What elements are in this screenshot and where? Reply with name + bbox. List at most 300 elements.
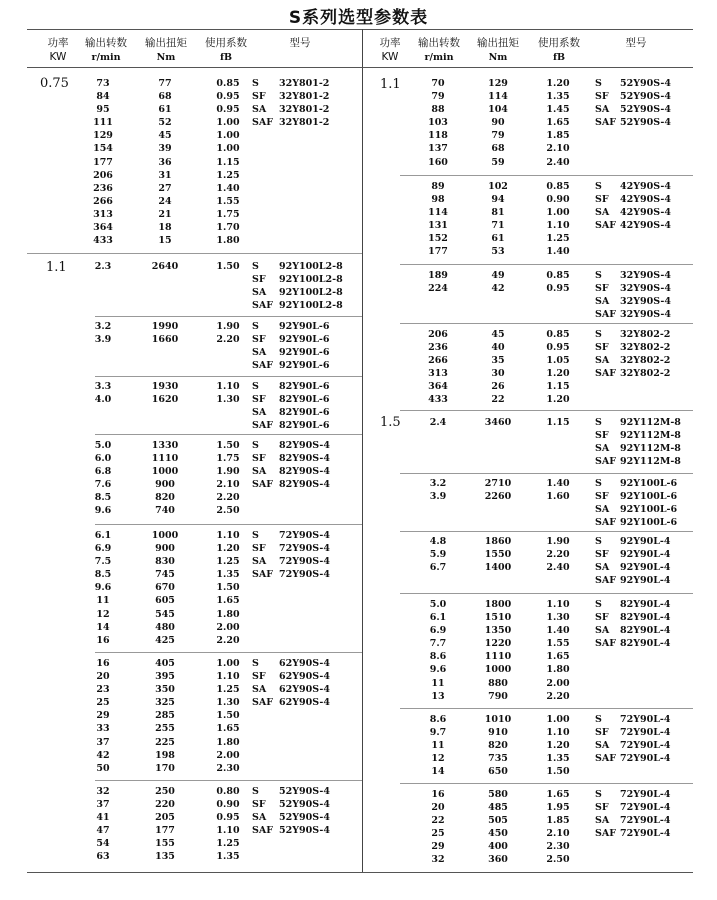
kw-label: 0.75 xyxy=(40,76,69,91)
factor-cell: 0.80 xyxy=(216,786,240,797)
factor-column xyxy=(204,785,252,864)
header-speed-unit: r/min xyxy=(91,52,121,63)
speed-cell: 5.0 xyxy=(94,440,112,451)
speed-cell: 37 xyxy=(96,736,110,748)
factor-cell: 1.00 xyxy=(216,117,240,129)
table-bottom-rule xyxy=(27,872,693,873)
factor-cell: 1.95 xyxy=(546,802,570,814)
model-code-cell: 42Y90S-4 xyxy=(620,220,671,232)
torque-cell: 155 xyxy=(155,838,175,850)
torque-cell: 1930 xyxy=(151,381,179,392)
torque-cell: 94 xyxy=(491,194,505,206)
speed-cell: 103 xyxy=(428,117,448,129)
group-separator xyxy=(95,434,362,435)
factor-cell: 2.30 xyxy=(216,762,240,774)
torque-column xyxy=(135,785,195,864)
model-type-cell: S xyxy=(595,329,602,340)
model-code-column xyxy=(620,535,700,587)
factor-cell: 1.65 xyxy=(216,595,240,607)
model-type-cell: S xyxy=(595,181,602,192)
speed-cell: 98 xyxy=(431,194,445,206)
torque-cell: 71 xyxy=(491,220,505,232)
model-code-cell: 52Y90S-4 xyxy=(620,117,671,129)
model-code-cell: 92Y100L-6 xyxy=(620,517,678,529)
model-code-cell: 72Y90L-4 xyxy=(620,815,671,827)
torque-cell: 2710 xyxy=(484,478,512,489)
model-code-cell: 52Y90S-4 xyxy=(279,812,330,824)
speed-column xyxy=(405,269,471,295)
factor-cell: 1.15 xyxy=(546,381,570,393)
model-type-cell: S xyxy=(252,658,259,669)
model-type-column xyxy=(595,269,623,321)
model-code-cell: 82Y90L-4 xyxy=(620,612,671,624)
speed-cell: 29 xyxy=(96,710,110,722)
model-code-cell: 92Y90L-6 xyxy=(279,321,330,332)
factor-cell: 0.85 xyxy=(216,78,240,89)
factor-cell: 1.10 xyxy=(216,381,240,392)
model-code-column xyxy=(620,269,700,321)
model-code-column xyxy=(279,260,359,312)
factor-column xyxy=(204,529,252,647)
torque-column xyxy=(468,713,528,778)
factor-cell: 2.40 xyxy=(546,156,570,168)
factor-cell: 1.15 xyxy=(216,156,240,168)
torque-cell: 425 xyxy=(155,634,175,646)
speed-cell: 32 xyxy=(96,786,110,797)
table-top-rule xyxy=(27,29,693,30)
model-type-cell: S xyxy=(252,321,259,332)
torque-column xyxy=(468,788,528,867)
torque-cell: 21 xyxy=(158,208,172,220)
model-type-cell: SF xyxy=(252,334,266,346)
model-type-cell: S xyxy=(595,714,602,725)
factor-cell: 1.20 xyxy=(546,368,570,380)
header-torque-unit: Nm xyxy=(488,52,508,63)
model-type-cell: SA xyxy=(252,556,267,568)
model-type-cell: SAF xyxy=(595,517,616,529)
model-code-cell: 72Y90L-4 xyxy=(620,828,671,840)
factor-cell: 1.25 xyxy=(216,838,240,850)
model-type-cell: S xyxy=(252,381,259,392)
torque-cell: 2260 xyxy=(484,491,512,503)
torque-cell: 910 xyxy=(488,727,508,739)
factor-cell: 1.00 xyxy=(216,143,240,155)
factor-cell: 1.40 xyxy=(546,478,570,489)
torque-cell: 42 xyxy=(491,283,505,295)
factor-column xyxy=(534,598,582,703)
model-type-cell: SF xyxy=(252,91,266,103)
torque-cell: 3460 xyxy=(484,417,512,428)
factor-cell: 2.00 xyxy=(216,621,240,633)
model-code-cell: 92Y100L-6 xyxy=(620,491,678,503)
speed-cell: 131 xyxy=(428,220,448,232)
torque-cell: 68 xyxy=(158,91,172,103)
header-torque-unit: Nm xyxy=(156,52,176,63)
torque-cell: 24 xyxy=(158,195,172,207)
torque-cell: 505 xyxy=(488,815,508,827)
model-code-cell: 82Y90S-4 xyxy=(279,440,330,451)
torque-cell: 15 xyxy=(158,235,172,247)
model-type-cell: SAF xyxy=(252,697,273,709)
speed-column xyxy=(70,320,136,346)
speed-cell: 6.9 xyxy=(429,625,447,637)
model-code-cell: 62Y90S-4 xyxy=(279,684,330,696)
factor-cell: 1.55 xyxy=(546,638,570,650)
speed-cell: 8.5 xyxy=(94,569,112,581)
speed-cell: 16 xyxy=(431,789,445,800)
torque-cell: 1400 xyxy=(484,562,512,574)
torque-cell: 81 xyxy=(491,207,505,219)
model-code-column xyxy=(620,416,700,468)
model-type-cell: SF xyxy=(252,394,266,406)
torque-cell: 400 xyxy=(488,841,508,853)
model-code-cell: 32Y802-2 xyxy=(620,368,671,380)
model-code-cell: 32Y801-2 xyxy=(279,91,330,103)
speed-cell: 160 xyxy=(428,156,448,168)
model-type-cell: SAF xyxy=(595,828,616,840)
speed-cell: 4.8 xyxy=(429,536,447,547)
model-type-cell: SAF xyxy=(252,360,273,372)
model-code-column xyxy=(620,788,700,840)
model-type-cell: SF xyxy=(595,549,609,561)
factor-cell: 1.50 xyxy=(216,710,240,722)
factor-cell: 1.05 xyxy=(546,355,570,367)
model-type-cell: SAF xyxy=(252,300,273,312)
kw-label: 1.1 xyxy=(46,260,67,275)
model-type-cell: SA xyxy=(252,347,267,359)
model-code-cell: 42Y90S-4 xyxy=(620,207,671,219)
torque-cell: 177 xyxy=(155,825,175,837)
speed-cell: 206 xyxy=(428,329,448,340)
factor-cell: 0.90 xyxy=(546,194,570,206)
factor-cell: 1.60 xyxy=(546,491,570,503)
model-type-cell: SA xyxy=(252,466,267,478)
group-separator xyxy=(95,524,362,525)
factor-cell: 1.10 xyxy=(216,671,240,683)
model-code-cell: 92Y90L-4 xyxy=(620,549,671,561)
model-type-cell: S xyxy=(252,261,259,272)
model-code-cell: 52Y90S-4 xyxy=(620,91,671,103)
speed-cell: 63 xyxy=(96,851,110,863)
torque-cell: 670 xyxy=(155,582,175,594)
torque-cell: 104 xyxy=(488,104,508,116)
torque-cell: 745 xyxy=(155,569,175,581)
group-separator xyxy=(400,264,693,265)
speed-cell: 20 xyxy=(431,802,445,814)
factor-cell: 2.20 xyxy=(216,492,240,504)
model-type-cell: S xyxy=(595,417,602,428)
model-type-cell: SAF xyxy=(252,825,273,837)
factor-cell: 1.35 xyxy=(216,851,240,863)
speed-cell: 3.2 xyxy=(429,478,447,489)
torque-column xyxy=(135,320,195,346)
torque-column xyxy=(468,180,528,259)
speed-cell: 70 xyxy=(431,78,445,89)
model-type-column xyxy=(595,477,623,529)
model-code-cell: 32Y802-2 xyxy=(620,329,671,340)
torque-cell: 30 xyxy=(491,368,505,380)
model-code-cell: 72Y90L-4 xyxy=(620,802,671,814)
model-type-column xyxy=(595,416,623,468)
factor-cell: 0.85 xyxy=(546,181,570,192)
factor-cell: 1.90 xyxy=(216,321,240,332)
speed-cell: 7.5 xyxy=(94,556,112,568)
model-type-cell: SAF xyxy=(252,479,273,491)
model-type-column xyxy=(595,598,623,650)
speed-cell: 266 xyxy=(93,195,113,207)
factor-column xyxy=(534,77,582,169)
speed-cell: 114 xyxy=(428,207,448,219)
model-type-cell: SA xyxy=(595,207,610,219)
model-code-cell: 72Y90S-4 xyxy=(279,556,330,568)
speed-cell: 6.9 xyxy=(94,543,112,555)
factor-cell: 1.10 xyxy=(216,825,240,837)
model-code-column xyxy=(279,529,359,581)
factor-cell: 1.15 xyxy=(546,417,570,428)
speed-cell: 137 xyxy=(428,143,448,155)
factor-cell: 2.20 xyxy=(216,634,240,646)
speed-cell: 8.6 xyxy=(429,651,447,663)
model-code-cell: 92Y100L2-8 xyxy=(279,300,343,312)
speed-column xyxy=(405,477,471,503)
model-code-cell: 92Y100L2-8 xyxy=(279,261,343,272)
model-code-cell: 72Y90L-4 xyxy=(620,753,671,765)
speed-cell: 177 xyxy=(428,246,448,258)
torque-cell: 1800 xyxy=(484,599,512,610)
speed-cell: 154 xyxy=(93,143,113,155)
speed-cell: 42 xyxy=(96,749,110,761)
torque-cell: 198 xyxy=(155,749,175,761)
torque-cell: 325 xyxy=(155,697,175,709)
speed-cell: 2.4 xyxy=(429,417,447,428)
model-type-cell: SA xyxy=(595,504,610,516)
factor-cell: 1.10 xyxy=(216,530,240,541)
model-code-cell: 72Y90S-4 xyxy=(279,530,330,541)
torque-cell: 450 xyxy=(488,828,508,840)
speed-cell: 14 xyxy=(431,766,445,778)
factor-cell: 1.25 xyxy=(216,556,240,568)
model-code-column xyxy=(279,439,359,491)
torque-cell: 59 xyxy=(491,156,505,168)
torque-cell: 350 xyxy=(155,684,175,696)
torque-cell: 605 xyxy=(155,595,175,607)
model-code-cell: 52Y90S-4 xyxy=(620,78,671,89)
model-type-cell: SF xyxy=(595,342,609,354)
model-code-cell: 72Y90L-4 xyxy=(620,714,671,725)
model-code-cell: 32Y802-2 xyxy=(620,342,671,354)
speed-cell: 16 xyxy=(96,658,110,669)
torque-column xyxy=(135,260,195,273)
factor-cell: 1.90 xyxy=(546,536,570,547)
torque-cell: 18 xyxy=(158,222,172,234)
model-type-column xyxy=(252,529,280,581)
factor-column xyxy=(204,439,252,518)
kw-label: 1.5 xyxy=(380,415,401,430)
torque-column xyxy=(135,77,195,247)
torque-cell: 735 xyxy=(488,753,508,765)
speed-cell: 8.5 xyxy=(94,492,112,504)
speed-cell: 22 xyxy=(431,815,445,827)
model-type-cell: SA xyxy=(595,815,610,827)
speed-cell: 7.7 xyxy=(429,638,447,650)
model-code-cell: 92Y112M-8 xyxy=(620,456,681,468)
factor-cell: 0.95 xyxy=(216,812,240,824)
torque-cell: 1550 xyxy=(484,549,512,561)
speed-cell: 84 xyxy=(96,91,110,103)
factor-cell: 1.85 xyxy=(546,815,570,827)
speed-cell: 33 xyxy=(96,723,110,735)
model-type-cell: SF xyxy=(595,612,609,624)
factor-cell: 1.30 xyxy=(546,612,570,624)
model-code-cell: 82Y90L-6 xyxy=(279,381,330,392)
factor-cell: 1.00 xyxy=(216,130,240,142)
factor-cell: 1.80 xyxy=(546,664,570,676)
header-power: 功率 xyxy=(47,37,69,49)
model-code-cell: 82Y90L-4 xyxy=(620,599,671,610)
torque-cell: 485 xyxy=(488,802,508,814)
speed-column xyxy=(405,328,471,407)
model-code-cell: 32Y90S-4 xyxy=(620,283,671,295)
model-type-cell: SA xyxy=(595,104,610,116)
torque-cell: 225 xyxy=(155,736,175,748)
factor-cell: 0.95 xyxy=(216,91,240,103)
model-code-column xyxy=(620,77,700,129)
factor-cell: 1.30 xyxy=(216,394,240,406)
torque-cell: 36 xyxy=(158,156,172,168)
speed-cell: 433 xyxy=(93,235,113,247)
factor-cell: 1.65 xyxy=(546,789,570,800)
model-type-column xyxy=(252,380,280,432)
factor-cell: 2.20 xyxy=(546,549,570,561)
torque-cell: 580 xyxy=(488,789,508,800)
model-type-cell: S xyxy=(595,270,602,281)
model-code-cell: 42Y90S-4 xyxy=(620,194,671,206)
factor-column xyxy=(204,380,252,406)
model-type-cell: SA xyxy=(595,355,610,367)
factor-cell: 1.75 xyxy=(216,208,240,220)
model-code-column xyxy=(620,713,700,765)
model-type-cell: SF xyxy=(595,727,609,739)
model-type-cell: SA xyxy=(595,443,610,455)
header-power: 功率 xyxy=(379,37,401,49)
model-code-cell: 92Y100L-6 xyxy=(620,478,678,489)
factor-cell: 1.80 xyxy=(216,736,240,748)
speed-cell: 11 xyxy=(431,740,445,752)
torque-cell: 114 xyxy=(488,91,508,103)
speed-cell: 9.6 xyxy=(94,582,112,594)
model-code-column xyxy=(279,77,359,129)
torque-cell: 45 xyxy=(491,329,505,340)
factor-cell: 2.10 xyxy=(546,828,570,840)
torque-cell: 45 xyxy=(158,130,172,142)
torque-cell: 31 xyxy=(158,169,172,181)
model-code-cell: 32Y90S-4 xyxy=(620,270,671,281)
torque-column xyxy=(468,328,528,407)
model-code-cell: 32Y90S-4 xyxy=(620,309,671,321)
torque-cell: 1620 xyxy=(151,394,179,406)
factor-cell: 2.30 xyxy=(546,841,570,853)
model-code-cell: 92Y100L-6 xyxy=(620,504,678,516)
group-separator xyxy=(95,652,362,653)
factor-cell: 1.25 xyxy=(216,684,240,696)
model-type-column xyxy=(252,439,280,491)
torque-cell: 39 xyxy=(158,143,172,155)
torque-cell: 1220 xyxy=(484,638,512,650)
model-code-cell: 82Y90S-4 xyxy=(279,479,330,491)
header-torque: 输出扭矩 xyxy=(477,37,519,49)
speed-cell: 89 xyxy=(431,181,445,192)
speed-cell: 9.6 xyxy=(94,505,112,517)
factor-cell: 1.00 xyxy=(216,658,240,669)
torque-cell: 35 xyxy=(491,355,505,367)
factor-cell: 0.90 xyxy=(216,799,240,811)
factor-column xyxy=(534,416,582,429)
model-code-column xyxy=(279,380,359,432)
torque-cell: 2640 xyxy=(151,261,179,272)
torque-cell: 61 xyxy=(491,233,505,245)
model-code-cell: 82Y90L-6 xyxy=(279,394,330,406)
factor-cell: 1.10 xyxy=(546,727,570,739)
group-separator xyxy=(95,316,362,317)
speed-cell: 9.6 xyxy=(429,664,447,676)
header-power-unit: KW xyxy=(381,51,399,63)
speed-cell: 6.0 xyxy=(94,453,112,465)
model-type-cell: S xyxy=(252,530,259,541)
model-type-cell: S xyxy=(595,536,602,547)
speed-cell: 37 xyxy=(96,799,110,811)
model-type-cell: SAF xyxy=(595,368,616,380)
torque-cell: 129 xyxy=(488,78,508,89)
speed-column xyxy=(405,77,471,169)
speed-cell: 11 xyxy=(96,595,110,607)
factor-cell: 1.75 xyxy=(216,453,240,465)
model-code-cell: 52Y90S-4 xyxy=(279,799,330,811)
factor-cell: 1.85 xyxy=(546,130,570,142)
speed-cell: 12 xyxy=(431,753,445,765)
model-type-cell: SAF xyxy=(595,309,616,321)
model-code-cell: 62Y90S-4 xyxy=(279,658,330,669)
factor-cell: 2.50 xyxy=(546,854,570,866)
model-type-cell: S xyxy=(595,78,602,89)
factor-column xyxy=(534,713,582,778)
speed-cell: 3.9 xyxy=(94,334,112,346)
factor-cell: 2.20 xyxy=(216,334,240,346)
factor-cell: 1.30 xyxy=(216,697,240,709)
factor-cell: 0.95 xyxy=(546,342,570,354)
torque-column xyxy=(135,380,195,406)
header-speed: 输出转数 xyxy=(85,37,127,49)
torque-cell: 545 xyxy=(155,608,175,620)
model-type-cell: S xyxy=(595,599,602,610)
factor-cell: 2.20 xyxy=(546,690,570,702)
torque-column xyxy=(135,657,195,775)
torque-cell: 1110 xyxy=(151,453,179,465)
torque-cell: 61 xyxy=(158,104,172,116)
torque-cell: 49 xyxy=(491,270,505,281)
center-divider xyxy=(362,29,363,872)
model-code-cell: 82Y90L-4 xyxy=(620,625,671,637)
torque-cell: 22 xyxy=(491,394,505,406)
speed-cell: 11 xyxy=(431,677,445,689)
model-type-cell: SF xyxy=(252,453,266,465)
model-type-cell: SA xyxy=(252,287,267,299)
speed-cell: 6.8 xyxy=(94,466,112,478)
model-type-cell: SA xyxy=(595,296,610,308)
model-type-cell: SAF xyxy=(252,569,273,581)
header-factor-unit: fB xyxy=(219,52,233,63)
torque-column xyxy=(468,269,528,295)
factor-cell: 2.10 xyxy=(546,143,570,155)
